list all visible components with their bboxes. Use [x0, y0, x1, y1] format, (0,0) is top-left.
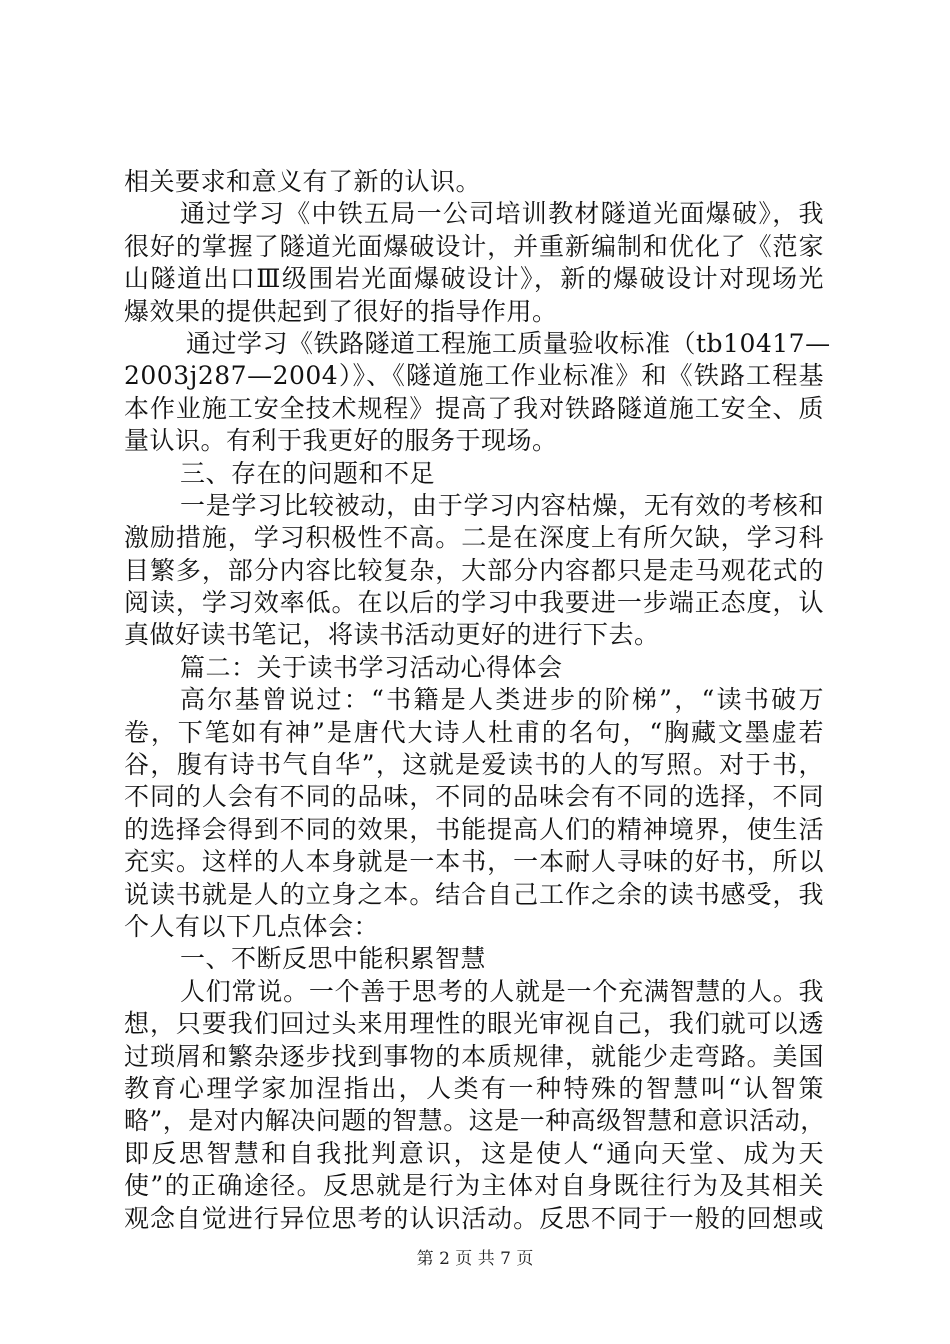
text-line: 目繁多，部分内容比较复杂，大部分内容都只是走马观花式的 — [124, 555, 824, 585]
section-heading: 三、存在的问题和不足 — [180, 458, 436, 488]
text-line: 山隧道出口Ⅲ级围岩光面爆破设计》，新的爆破设计对现场光 — [124, 264, 824, 294]
paragraph-first-line: 高尔基曾说过：“书籍是人类进步的阶梯”，“读书破万 — [180, 685, 824, 715]
paragraph-first-line: 一是学习比较被动，由于学习内容枯燥，无有效的考核和 — [180, 490, 824, 520]
text-line: 过琐屑和繁杂逐步找到事物的本质规律，就能少走弯路。美国 — [124, 1041, 824, 1071]
text-line: 真做好读书笔记，将读书活动更好的进行下去。 — [124, 620, 660, 650]
text-line: 个人有以下几点体会： — [124, 911, 380, 941]
text-line: 爆效果的提供起到了很好的指导作用。 — [124, 296, 558, 326]
text-line: 相关要求和意义有了新的认识。 — [124, 167, 482, 196]
text-line: 量认识。有利于我更好的服务于现场。 — [124, 426, 558, 456]
paragraph-first-line: 通过学习《中铁五局一公司培训教材隧道光面爆破》，我 — [180, 199, 824, 229]
text-line: 激励措施，学习积极性不高。二是在深度上有所欠缺，学习科 — [124, 523, 824, 553]
page-number-footer: 第 2 页 共 7 页 — [416, 1249, 534, 1269]
text-line: 的选择会得到不同的效果，书能提高人们的精神境界，使生活 — [124, 814, 824, 844]
text-line: 充实。这样的人本身就是一本书，一本耐人寻味的好书，所以 — [124, 847, 824, 877]
text-line: 教育心理学家加涅指出，人类有一种特殊的智慧叫“认智策 — [124, 1073, 824, 1103]
section-heading: 一、不断反思中能积累智慧 — [180, 944, 487, 974]
text-line: 使”的正确途径。反思就是行为主体对自身既往行为及其相关 — [124, 1171, 824, 1201]
text-line: 略”，是对内解决问题的智慧。这是一种高级智慧和意识活动， — [124, 1106, 826, 1136]
text-line: 本作业施工安全技术规程》提高了我对铁路隧道施工安全、质 — [124, 393, 824, 423]
text-line: 不同的人会有不同的品味，不同的品味会有不同的选择，不同 — [124, 782, 824, 812]
text-line: 很好的掌握了隧道光面爆破设计，并重新编制和优化了《范家 — [124, 231, 824, 261]
text-line: 即反思智慧和自我批判意识，这是使人“通向天堂、成为天 — [124, 1138, 824, 1168]
text-line: 想，只要我们回过头来用理性的眼光审视自己，我们就可以透 — [124, 1009, 824, 1039]
text-line: 2003j287—2004）》、《隧道施工作业标准》和《铁路工程基 — [124, 361, 824, 391]
text-line: 卷，下笔如有神”是唐代大诗人杜甫的名句，“胸藏文墨虚若 — [124, 717, 824, 747]
section-heading: 篇二：关于读书学习活动心得体会 — [180, 652, 563, 682]
text-line: 谷，腹有诗书气自华”，这就是爱读书的人的写照。对于书， — [124, 750, 824, 780]
text-line: 观念自觉进行异位思考的认识活动。反思不同于一般的回想或 — [124, 1203, 824, 1233]
text-line: 说读书就是人的立身之本。结合自己工作之余的读书感受，我 — [124, 879, 824, 909]
paragraph-first-line: 人们常说。一个善于思考的人就是一个充满智慧的人。我 — [180, 976, 824, 1006]
body-text — [124, 166, 831, 1235]
text-line: 阅读，学习效率低。在以后的学习中我要进一步端正态度，认 — [124, 588, 824, 618]
paragraph-first-line: 通过学习《铁路隧道工程施工质量验收标准（tb10417— — [186, 328, 831, 358]
